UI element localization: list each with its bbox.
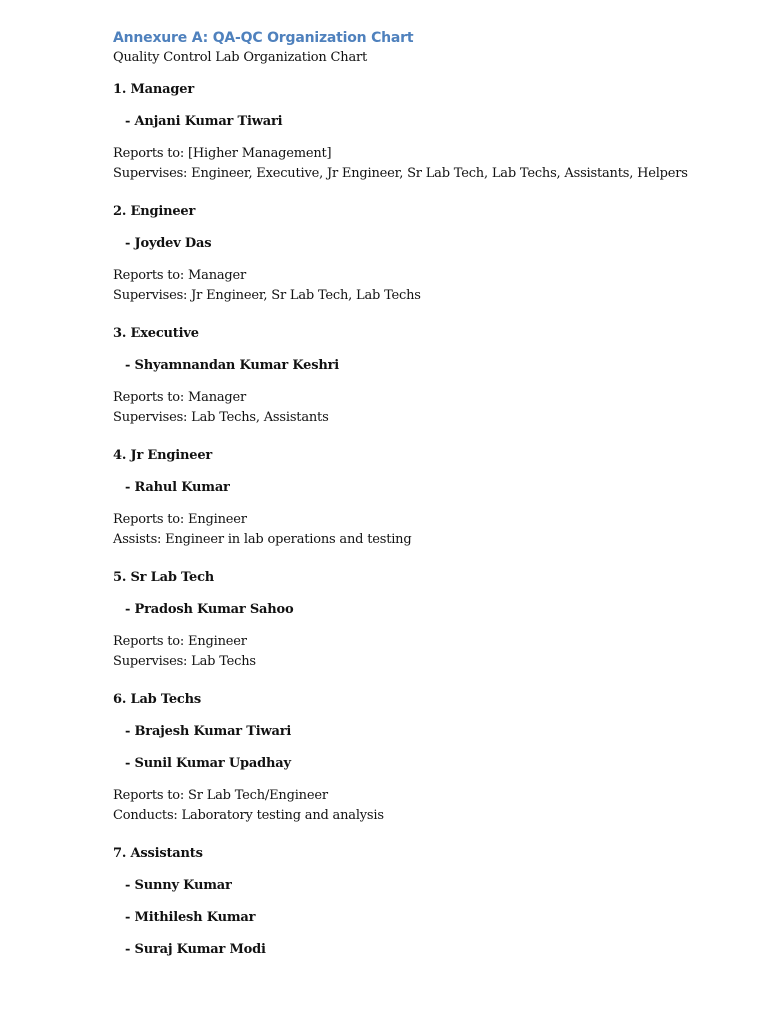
role-details [113, 632, 728, 671]
role-section [113, 324, 728, 427]
role-details [113, 266, 728, 305]
person-name: - Sunny Kumar [125, 878, 232, 893]
role-details [113, 786, 728, 825]
detail-line: Reports to: Engineer [113, 512, 247, 527]
detail-line: Reports to: Manager [113, 390, 247, 405]
detail-line: Reports to: Manager [113, 268, 247, 283]
role-details [113, 388, 728, 427]
role-title: 3. Executive [113, 326, 199, 341]
detail-line: Conducts: Laboratory testing and analysis [113, 807, 384, 823]
role-title: 2. Engineer [113, 204, 196, 219]
role-section [113, 446, 728, 549]
person-name: - Rahul Kumar [125, 480, 230, 495]
person-name: - Pradosh Kumar Sahoo [125, 602, 294, 617]
document-page [113, 28, 728, 979]
role-title: 7. Assistants [113, 846, 203, 861]
chart-subtitle: Quality Control Lab Organization Chart [113, 50, 368, 65]
role-section [113, 844, 728, 960]
person-name: - Mithilesh Kumar [125, 910, 256, 925]
roles-list [113, 80, 728, 960]
role-details [113, 510, 728, 549]
annexure-heading: Annexure A: QA-QC Organization Chart [113, 30, 414, 46]
detail-line: Supervises: Lab Techs, Assistants [113, 409, 329, 425]
role-section [113, 202, 728, 305]
role-title: 6. Lab Techs [113, 692, 202, 707]
person-name: - Anjani Kumar Tiwari [125, 114, 283, 129]
detail-line: Supervises: Lab Techs [113, 653, 256, 669]
role-title: 1. Manager [113, 82, 194, 97]
role-section [113, 80, 728, 183]
detail-line: Reports to: Sr Lab Tech/Engineer [113, 788, 328, 803]
detail-line: Assists: Engineer in lab operations and testing [113, 531, 412, 547]
person-name: - Shyamnandan Kumar Keshri [125, 358, 339, 373]
role-details [113, 144, 728, 183]
detail-line: Supervises: Engineer, Executive, Jr Engineer, Sr Lab Tech, Lab Techs, Assistants, Helpers [113, 165, 688, 181]
role-section [113, 568, 728, 671]
role-title: 5. Sr Lab Tech [113, 570, 215, 585]
person-name: - Sunil Kumar Upadhay [125, 756, 291, 771]
person-name: - Suraj Kumar Modi [125, 942, 266, 957]
person-name: - Brajesh Kumar Tiwari [125, 724, 292, 739]
role-title: 4. Jr Engineer [113, 448, 213, 463]
role-section [113, 690, 728, 825]
detail-line: Reports to: Engineer [113, 634, 247, 649]
detail-line: Supervises: Jr Engineer, Sr Lab Tech, Lab Techs [113, 287, 421, 303]
person-name: - Joydev Das [125, 236, 212, 251]
detail-line: Reports to: [Higher Management] [113, 146, 332, 161]
